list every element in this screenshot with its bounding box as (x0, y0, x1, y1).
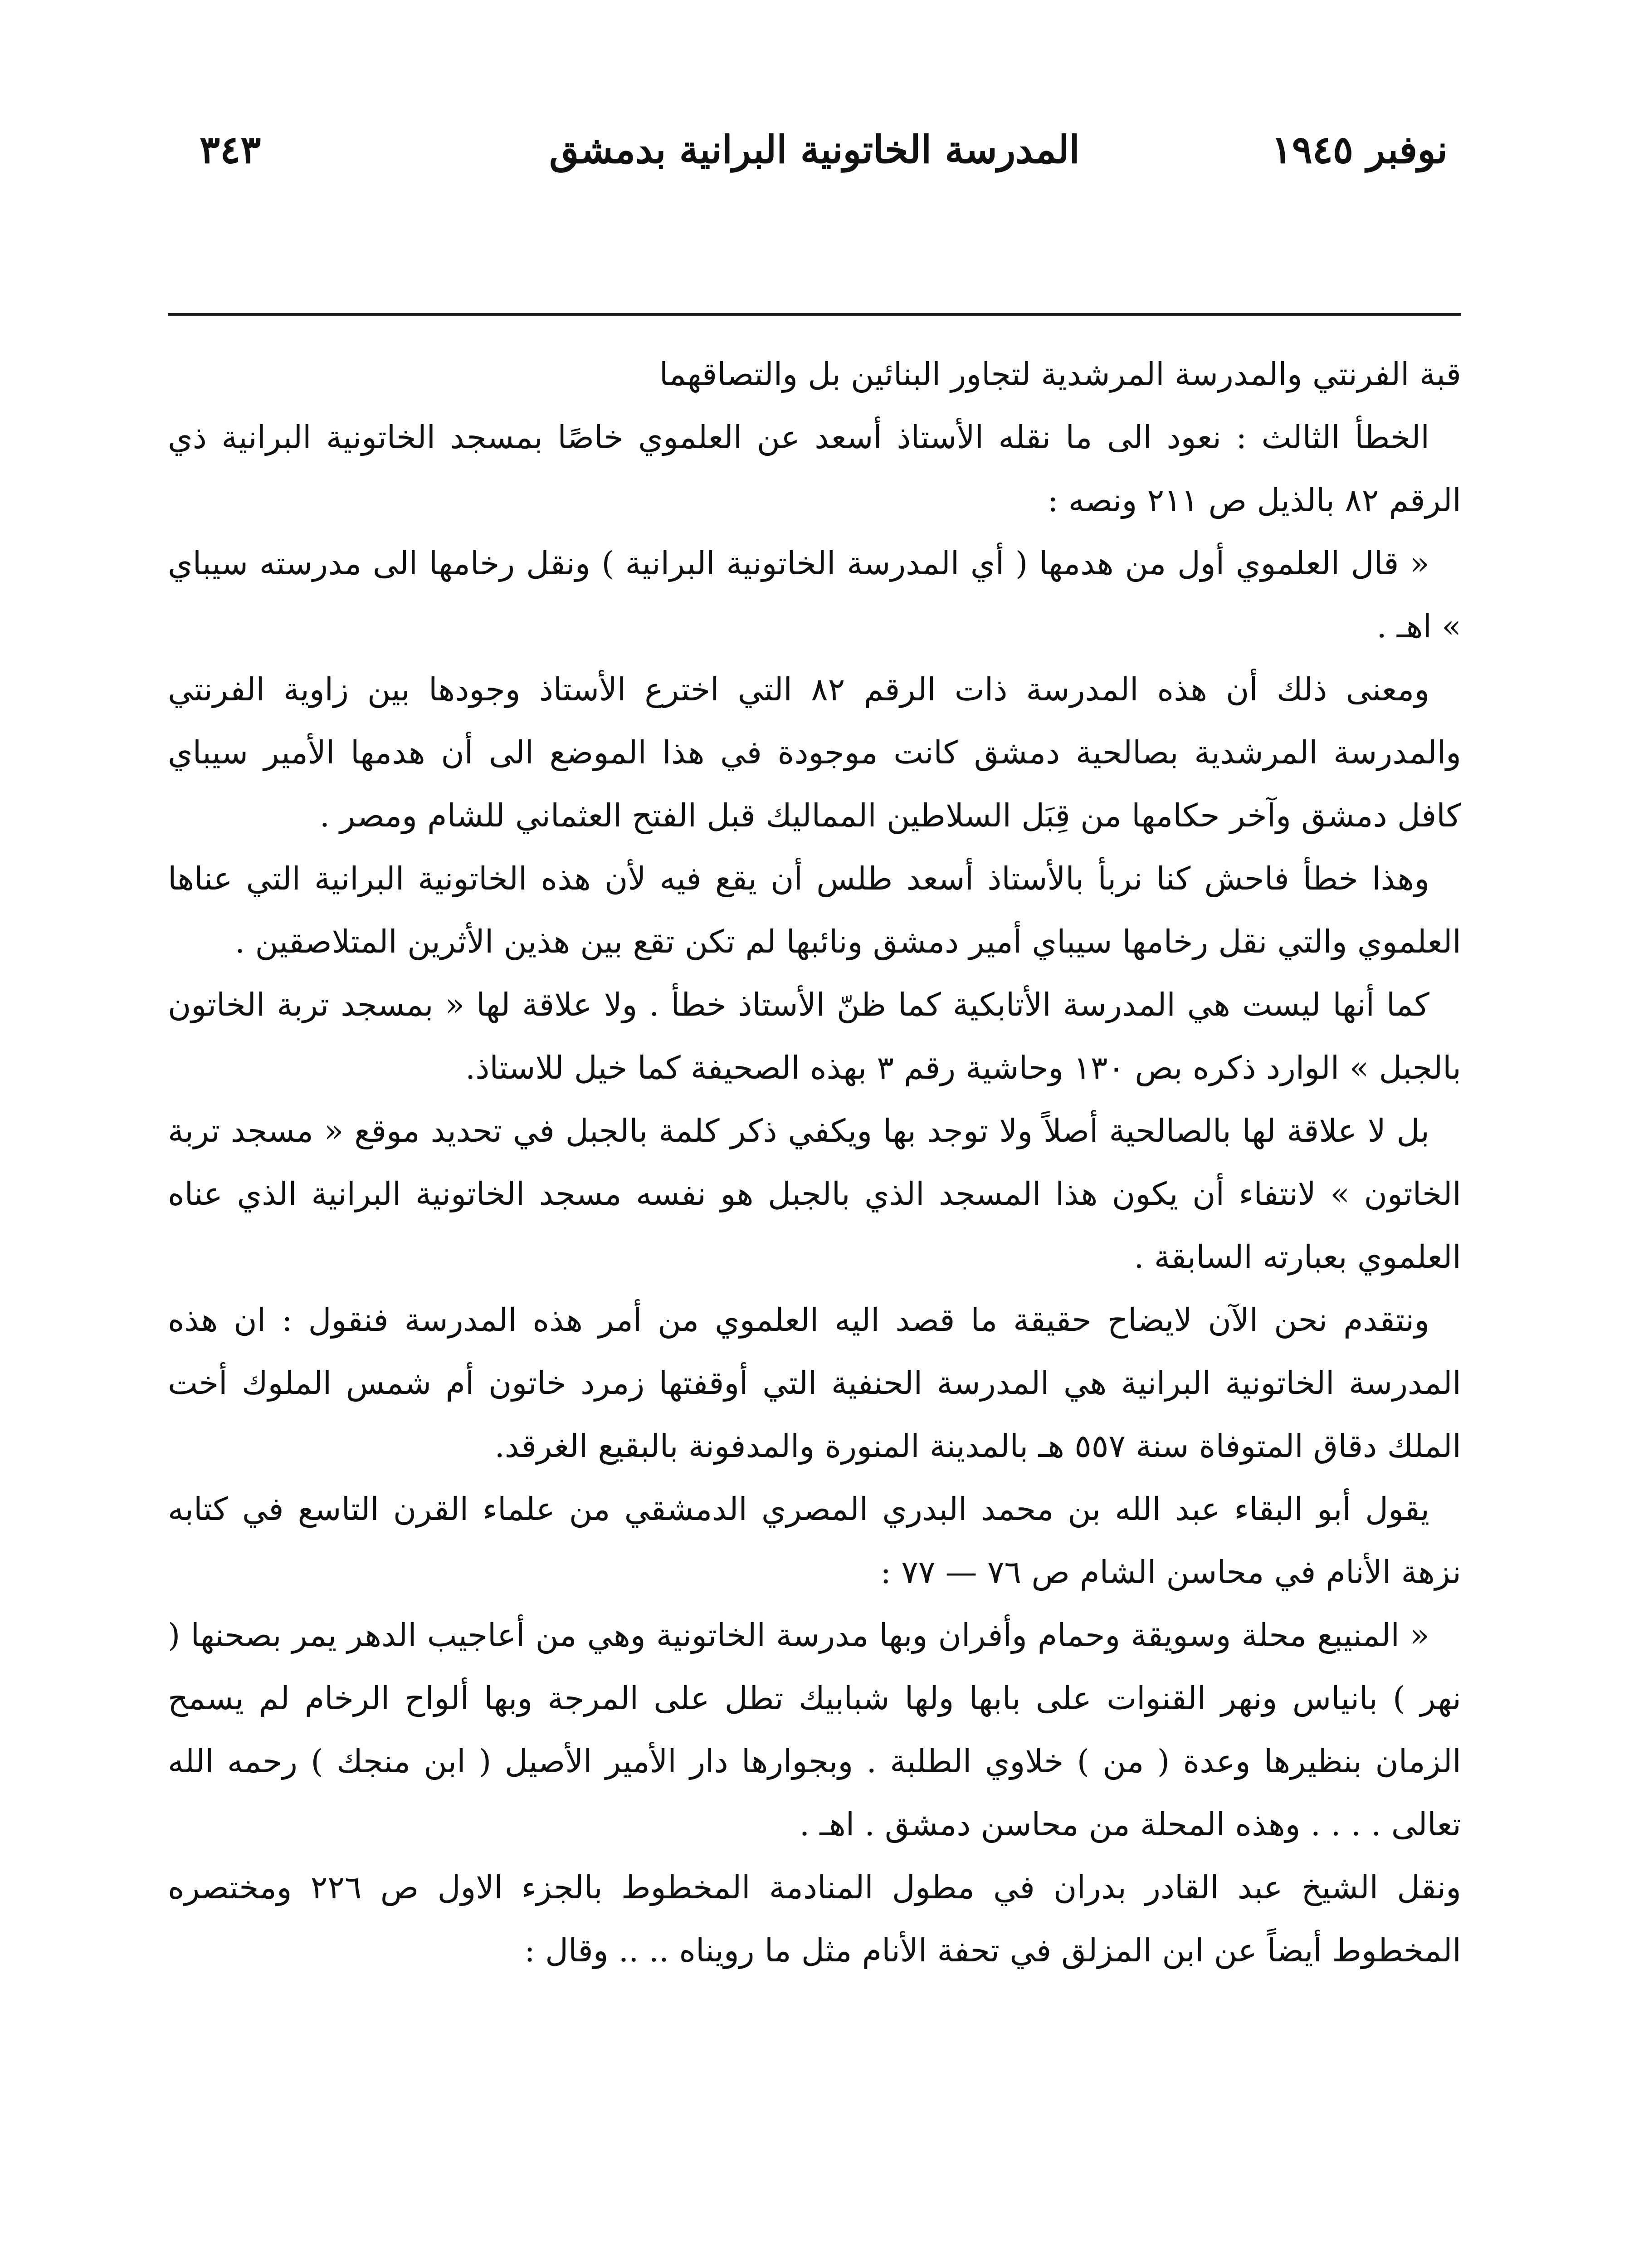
page-number: ٣٤٣ (200, 127, 261, 172)
paragraph: يقول أبو البقاء عبد الله بن محمد البدري المصري الدمشقي من علماء القرن التاسع في كتابه نزهة الأنام في محاسن الشام ص ٧٦ — ٧٧ : (168, 1491, 1461, 1591)
paragraph: ومعنى ذلك أن هذه المدرسة ذات الرقم ٨٢ التي اخترع الأستاذ وجودها بين زاوية الفرنتي والمدرسة المرشدية بصالحية دمشق كانت موجودة في هذا الموضع الى أن هدمها الأمير سيباي كافل دمشق وآخر حكامها من قِبَل السلاطين المماليك قبل الفتح العثماني للشام ومصر . (168, 671, 1461, 834)
paragraph: « المنيبع محلة وسويقة وحمام وأفران وبها مدرسة الخاتونية وهي من أعاجيب الدهر يمر بصحنها ( نهر ) بانياس ونهر القنوات على بابها ولها شبابيك تطل على المرجة وبها ألواح الرخام لم يسمح الزمان بنظيرها وعدة ( من ) خلاوي الطلبة . وبجوارها دار الأمير الأصيل ( ابن منجك ) رحمه الله تعالى . . . . وهذه المحلة من محاسن دمشق . اهـ . (168, 1617, 1461, 1843)
paragraph: كما أنها ليست هي المدرسة الأتابكية كما ظنّ الأستاذ خطأ . ولا علاقة لها « بمسجد تربة الخاتون بالجبل » الوارد ذكره بص ١٣٠ وحاشية رقم ٣ بهذه الصحيفة كما خيل للاستاذ. (168, 986, 1461, 1086)
paragraph: وهذا خطأ فاحش كنا نربأ بالأستاذ أسعد طلس أن يقع فيه لأن هذه الخاتونية البرانية التي عناها العلموي والتي نقل رخامها سيباي أمير دمشق ونائبها لم تكن تقع بين هذين الأثرين المتلاصقين . (168, 860, 1461, 960)
paragraph: قبة الفرنتي والمدرسة المرشدية لتجاور البنائين بل والتصاقهما (659, 356, 1461, 393)
paragraph: « قال العلموي أول من هدمها ( أي المدرسة الخاتونية البرانية ) ونقل رخامها الى مدرسته سيباي » اهـ . (168, 545, 1461, 645)
paragraph: الخطأ الثالث : نعود الى ما نقله الأستاذ أسعد عن العلموي خاصًا بمسجد الخاتونية البرانية ذي الرقم ٨٢ بالذيل ص ٢١١ ونصه : (168, 419, 1461, 519)
header-rule (168, 313, 1461, 316)
paragraph: ونقل الشيخ عبد القادر بدران في مطول المنادمة المخطوط بالجزء الاول ص ٢٢٦ ومختصره المخطوط أيضاً عن ابن المزلق في تحفة الأنام مثل ما رويناه .. .. وقال : (168, 1869, 1461, 1969)
paragraph: بل لا علاقة لها بالصالحية أصلاً ولا توجد بها ويكفي ذكر كلمة بالجبل في تحديد موقع « مسجد تربة الخاتون » لانتفاء أن يكون هذا المسجد الذي بالجبل هو نفسه مسجد الخاتونية البرانية الذي عناه العلموي بعبارته السابقة . (168, 1112, 1461, 1276)
header-date: نوفبر ١٩٤٥ (1271, 127, 1448, 172)
paragraph: ونتقدم نحن الآن لايضاح حقيقة ما قصد اليه العلموي من أمر هذه المدرسة فنقول : ان هذه المدرسة الخاتونية البرانية هي المدرسة الحنفية التي أوقفتها زمرد خاتون أم شمس الملوك أخت الملك دقاق المتوفاة سنة ٥٥٧ هـ بالمدينة المنورة والمدفونة بالبقيع الغرقد. (168, 1301, 1461, 1465)
header-title: المدرسة الخاتونية البرانية بدمشق (549, 127, 1080, 172)
body-text (168, 343, 1461, 1982)
page-header (168, 127, 1461, 204)
